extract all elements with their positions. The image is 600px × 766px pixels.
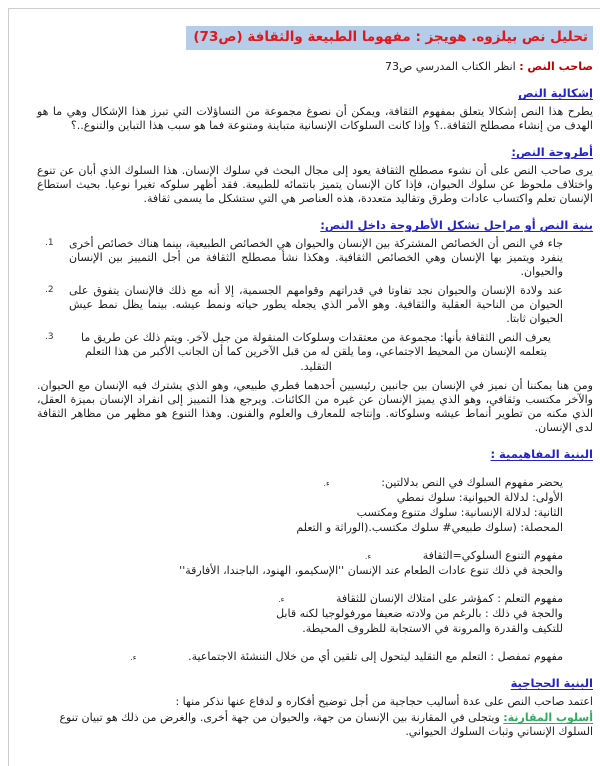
list-item — [45, 284, 563, 326]
document-title: تحليل نص بيلزوه. هويجز : مفهوما الطبيعة والثقافة (ص73) — [186, 26, 593, 50]
spacer — [49, 536, 563, 549]
list-marker-icon: ء. — [364, 551, 372, 561]
concept-line: المحصلة: (سلوك طبيعي# سلوك مكتسب.(الوراثة و التعلم — [296, 520, 563, 534]
heading-utruha: أطروحة النص: — [511, 145, 593, 160]
list-marker-icon: ء. — [130, 653, 137, 663]
numbered-list — [9, 237, 593, 374]
author-line — [9, 60, 593, 74]
list-item-text: جاء في النص أن الخصائص المشتركة بين الإنسان والحيوان هي الخصائص الطبيعية، بينما هناك خصائص أخرى ينفرد ويتميز بها الإنسان وهي الخصائص الثقافية. وهكذا نشأ مصطلح الثقافة من أجل التمييز بين الإنسان والحيوان. — [69, 236, 563, 279]
spacer — [49, 637, 563, 650]
hijajiya-intro: اعتمد صاحب النص على عدة أساليب حجاجية من أجل توضيح أفكاره و لدفاع عنها نذكر منها : — [175, 695, 593, 709]
heading-ishkaliya: إشكالية النص — [518, 86, 593, 101]
concept-line: للتكيف والقدرة والمرونة في الاستجابة للظروف المحيطة. — [302, 622, 563, 636]
utruha-paragraph: يرى صاحب النص على أن نشوء مصطلح الثقافة يعود إلى مجال البحث في سلوك الإنسان. هذا السلوك الذي أبان عن تنوع واختلاف ملحوظ عن سلوك الحيوان، فإذا كان الإنسان يتميز بانتمائه للطبيعة. فقد أظهر سلوكه تغيرا نوعيا. بحيث استطاع الإنسان تعلم واكتساب عادات وطرق وتقاليد متعددة، هذه العناصر هي التي ستشكل ما يسمى ثقافة. — [37, 163, 593, 206]
list-item-text: عند ولادة الإنسان والحيوان نجد تفاوتا في قدراتهم وقوامهم الجسمية، إلا أنه مع ذلك فالإنسان يتفوق على الحيوان من الناحية العقلية والثقافية. وهو الأمر الذي يجعله يطور حياته ونمط عيشه. بينما يظل نمط عيش الحيوان ثابتا. — [69, 284, 563, 326]
method-label: أسلوب المقارنة: — [503, 711, 593, 725]
list-marker-icon: ء. — [323, 478, 330, 488]
concepts-block — [49, 476, 563, 665]
concept-line: والحجة في ذلك : بالرغم من ولادته ضعيفا مورفولوجيا لكنه قابل — [276, 607, 563, 621]
concept-first-line: مفهوم التعلم : كمؤشر على امتلاك الإنسان للثقافة — [335, 592, 563, 606]
concept-item — [49, 592, 563, 606]
concept-item — [49, 650, 563, 664]
heading-hijajiya: البنية الحجاجية — [510, 676, 593, 691]
concept-line: والحجة في ذلك تنوع عادات الطعام عند الإنسان ''الإسكيمو، الهنود، الباجندا، الأفارقة'' — [179, 564, 563, 578]
concept-line: الأولى: لدلالة الحيوانية: سلوك نمطي — [396, 490, 563, 504]
ishkaliya-paragraph: يطرح هذا النص إشكالا يتعلق بمفهوم الثقافة، ويمكن أن نصوغ مجموعة من التساؤلات التي تبرز هذا الإشكال وهي ما هو الهدف من إنشاء مصطلح الثقافة..؟ وإذا كانت السلوكات الإنسانية متباينة ومتنوعة فما هو سبب هذا التباين والتنوع..؟ — [37, 105, 593, 133]
author-value: انظر الكتاب المدرسي ص73 — [384, 60, 516, 74]
heading-binya: بنية النص أو مراحل تشكل الأطروحة داخل النص: — [320, 218, 593, 233]
spacer — [49, 579, 563, 592]
binya-closing-paragraph: ومن هنا يمكننا أن نميز في الإنسان بين جانبين رئيسيين أحدهما فطري طبيعي، وهو الذي يشترك فيه الإنسان مع الحيوان. والآخر مكتسب وثقافي، وهو الذي يميز الإنسان عن غيره من الكائنات. ويرجع هذا التمييز إلى انفراد الإنسان بميزة العقل، الذي مكنه من تطوير أنماط عيشه وسلوكاته. وإنتاجه للمعارف والعلوم والفنون. وهذا التنوع هو مظهر من مظاهر الثقافة لدى الإنسان. — [37, 378, 593, 434]
method-text: ويتجلى في المقارنة بين الإنسان من جهة، والحيوان من جهة أخرى. والغرض من ذلك هو تبيان تنوع السلوك الإنساني وثبات السلوك الحيواني. — [59, 711, 593, 739]
list-item — [45, 331, 563, 373]
concept-line: الثانية: لدلالة الإنسانية: سلوك متنوع ومكتسب — [356, 505, 563, 519]
list-number: 2. — [45, 285, 54, 296]
author-label: صاحب النص : — [519, 60, 593, 74]
list-item-text: يعرف النص الثقافة بأنها: مجموعة من معتقدات وسلوكات المنقولة من جيل لآخر. ويتم ذلك عن طريق ما يتعلمه الإنسان من المحيط الاجتماعي، وما يلقن له من قبل الآخرين كما أن الجانب الأكبر من هذا التعلم التقليد. — [81, 331, 551, 373]
list-item — [45, 236, 563, 279]
heading-mafahimiya: البنية المفاهيمية : — [490, 446, 593, 461]
concept-item — [49, 476, 563, 490]
list-marker-icon: ء. — [278, 595, 285, 605]
concept-first-line: مفهوم تمفصل : التعلم مع التقليد ليتحول إلى تلقين أي من خلال التنشئة الاجتماعية. — [188, 650, 563, 664]
title-row — [9, 26, 593, 50]
list-number: 3. — [45, 332, 54, 343]
concept-item — [49, 549, 563, 563]
concept-first-line: مفهوم التنوع السلوكي=الثقافة — [422, 548, 563, 562]
list-number: 1. — [45, 237, 54, 248]
concept-first-line: يحضر مفهوم السلوك في النص بدلالتين: — [381, 475, 563, 489]
hijajiya-method-paragraph — [37, 711, 593, 739]
